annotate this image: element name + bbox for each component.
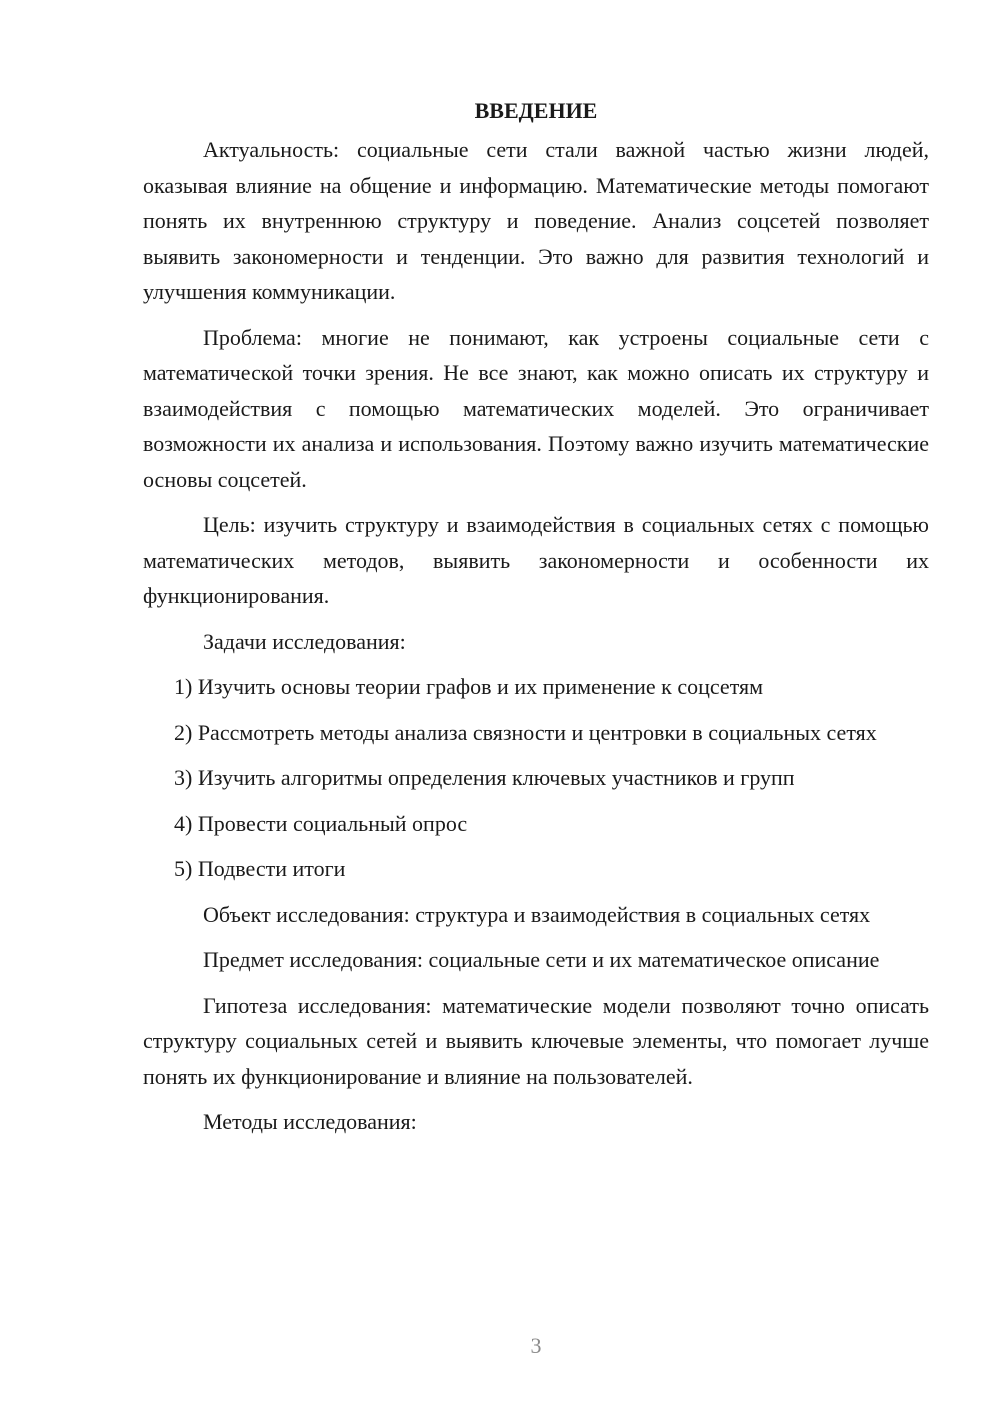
methods-heading: Методы исследования:: [203, 1109, 417, 1134]
task-item-5: 5) Подвести итоги: [174, 856, 346, 881]
goal-paragraph: Цель: изучить структуру и взаимодействия в социальных сетях с помощью математических методов, выявить закономерности и особенности их функционирования.: [143, 512, 929, 608]
object-paragraph: Объект исследования: структура и взаимодействия в социальных сетях: [203, 901, 871, 927]
page-number: 3: [530, 1333, 542, 1358]
hypothesis-paragraph: Гипотеза исследования: математические модели позволяют точно описать структуру социальных сетей и выявить ключевые элементы, что помогает лучше понять их функционирование и влияние на пользователей.: [143, 992, 929, 1089]
task-item-2: 2) Рассмотреть методы анализа связности и центровки в социальных сетях: [174, 719, 877, 745]
problem-paragraph: Проблема: многие не понимают, как устроены социальные сети с математической точки зрения. Не все знают, как можно описать их структуру и взаимодействия с помощью математических моделей. Это ограничивает возможности их анализа и использования. Поэтому важно изучить математические основы соцсетей.: [143, 324, 929, 492]
task-item-1: 1) Изучить основы теории графов и их применение к соцсетям: [174, 674, 764, 699]
subject-paragraph: Предмет исследования: социальные сети и их математическое описание: [203, 947, 880, 972]
section-title: ВВЕДЕНИЕ: [474, 98, 598, 123]
relevance-paragraph: Актуальность: социальные сети стали важной частью жизни людей, оказывая влияние на общение и информацию. Математические методы помогают понять их внутреннюю структуру и поведение. Анализ соцсетей позволяет выявить закономерности и тенденции. Это важно для развития технологий и улучшения коммуникации.: [143, 137, 929, 304]
task-item-4: 4) Провести социальный опрос: [174, 810, 468, 836]
document-page: [143, 96, 929, 1150]
tasks-heading: Задачи исследования:: [203, 628, 406, 654]
task-item-3: 3) Изучить алгоритмы определения ключевых участников и групп: [174, 765, 795, 790]
